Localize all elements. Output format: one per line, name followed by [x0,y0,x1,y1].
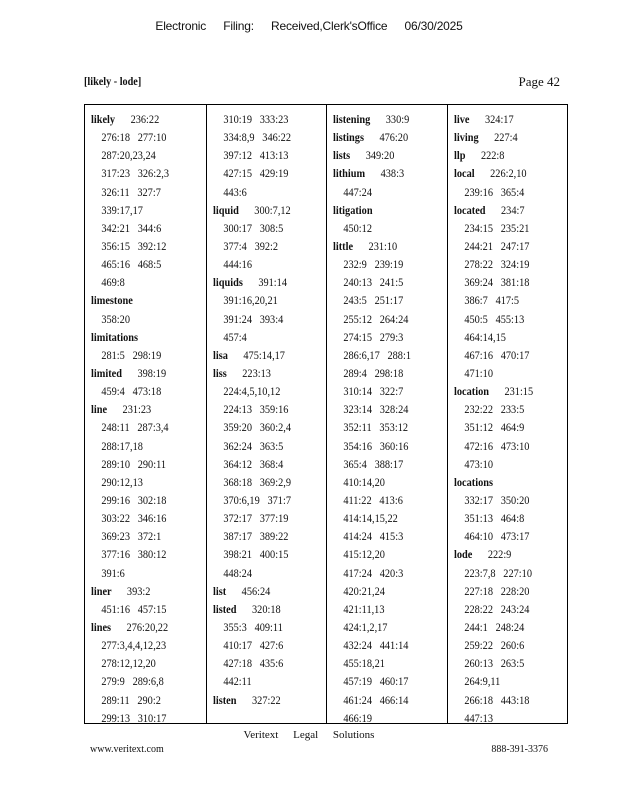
index-entry [333,128,431,146]
index-refs-line: 448:24 [222,565,252,580]
index-entry [333,110,431,128]
electronic-filing-stamp [0,19,618,33]
index-term: listening [333,112,371,126]
index-refs: 391:14 [257,275,287,290]
index-refs-line: 266:18 443:18 [463,692,529,707]
index-refs-line: 355:3 409:11 [222,619,283,634]
index-term: lithium [333,166,366,181]
index-refs-line: 240:13 241:5 [343,275,404,290]
footer-part: Solutions [332,729,375,741]
index-refs-line: 352:11 353:12 [343,420,409,435]
index-refs-line: 410:17 427:6 [222,638,283,653]
footer-part: Legal [293,729,319,741]
index-refs: 300:7,12 [253,202,291,217]
index-refs: 234:7 [500,202,525,217]
efile-part: Filing: [223,19,254,33]
index-refs-line: 417:24 420:3 [343,565,404,580]
index-entry [454,382,552,400]
index-refs: 227:4 [493,130,518,145]
index-refs-line: 369:23 372:1 [101,529,162,544]
index-refs-line: 457:4 [222,329,247,344]
index-entry [454,473,552,491]
index-refs-line: 427:18 435:6 [222,656,283,671]
index-refs-line: 232:9 239:19 [343,257,404,272]
index-refs-line: 224:4,5,10,12 [222,384,280,399]
word-index-table [84,104,568,724]
footer-phone: 888-391-3376 [491,744,548,755]
index-term: locations [453,474,493,489]
index-refs: 327:22 [251,692,281,707]
index-entry [213,691,311,709]
index-term: list [212,583,226,598]
index-column [447,105,568,723]
index-refs-line: 289:4 298:18 [343,365,404,380]
index-refs-line: 432:24 441:14 [343,638,409,653]
index-refs-line: 464:14,15 [463,329,506,344]
index-refs-line: 224:13 359:16 [222,402,288,417]
index-refs-line: 377:4 392:2 [222,238,278,253]
efile-part: 06/30/2025 [404,19,463,33]
index-entry [91,400,189,418]
index-refs-line: 370:6,19 371:7 [222,492,291,507]
index-term: lists [333,148,351,163]
index-refs-line: 372:17 377:19 [222,511,288,526]
index-refs: 393:2 [126,583,151,598]
index-refs-line: 398:21 400:15 [222,547,288,562]
index-refs-line: 303:22 346:16 [101,511,167,526]
index-refs: 476:20 [379,130,409,145]
index-refs-line: 368:18 369:2,9 [222,474,291,489]
index-refs-line: 424:1,2,17 [343,619,388,634]
index-refs-line: 427:15 429:19 [222,166,288,181]
index-term: liquid [212,202,239,217]
index-refs-line: 244:21 247:17 [463,238,529,253]
footer-company [0,729,618,741]
index-term: line [91,402,108,417]
index-column [206,105,327,723]
index-refs-line: 278:22 324:19 [463,257,529,272]
index-entry [213,364,311,382]
index-refs-line: 386:7 417:5 [463,293,519,308]
index-refs-line: 323:14 328:24 [343,402,409,417]
index-refs: 231:15 [503,384,533,399]
index-refs-line: 414:24 415:3 [343,529,404,544]
index-entry [454,146,552,164]
index-refs-line: 300:17 308:5 [222,220,283,235]
index-refs-line: 451:16 457:15 [101,601,167,616]
index-refs-line: 444:16 [222,257,252,272]
index-range: [likely - lode] [84,74,142,88]
index-refs: 324:17 [484,112,514,126]
index-refs-line: 466:19 [343,710,372,723]
index-refs-line: 227:18 228:20 [463,583,529,598]
index-term: liquids [212,275,243,290]
index-entry [454,201,552,219]
index-refs-line: 232:22 233:5 [463,402,524,417]
footer-part: Veritext [243,729,279,741]
index-refs-line: 342:21 344:6 [101,220,162,235]
index-refs-line: 248:11 287:3,4 [101,420,169,435]
index-entry [333,201,431,219]
index-refs: 222:9 [487,547,511,562]
index-refs-line: 364:12 368:4 [222,456,283,471]
index-column [85,105,206,723]
index-refs-line: 447:13 [463,710,493,723]
efile-part: Electronic [155,19,207,33]
index-term: limited [91,365,122,380]
index-refs-line: 277:3,4,4,12,23 [101,638,167,653]
index-entry [213,201,311,219]
index-entry [91,110,189,128]
index-term: listings [333,130,364,145]
index-refs: 349:20 [365,148,395,163]
index-term: listed [212,601,237,616]
index-refs-line: 457:19 460:17 [343,674,409,689]
index-refs: 320:18 [251,601,281,616]
index-refs: 438:3 [380,166,405,181]
index-refs-line: 278:12,12,20 [101,656,156,671]
index-term: little [333,238,354,253]
index-term: location [453,384,489,399]
index-term: local [453,166,475,181]
index-term: likely [91,112,116,126]
index-entry [333,164,431,182]
index-entry [454,110,552,128]
index-refs-line: 317:23 326:2,3 [101,166,169,181]
index-refs-line: 299:16 302:18 [101,492,167,507]
index-entry [213,273,311,291]
index-refs-line: 274:15 279:3 [343,329,404,344]
index-term: liner [91,583,112,598]
index-refs-line: 243:5 251:17 [343,293,404,308]
index-refs: 226:2,10 [489,166,527,181]
index-entry [333,237,431,255]
index-refs: 223:13 [241,365,271,380]
index-refs-line: 459:4 473:18 [101,384,162,399]
index-refs-line: 391:16,20,21 [222,293,278,308]
index-refs-line: 279:9 289:6,8 [101,674,164,689]
index-refs-line: 447:24 [343,184,372,199]
index-entry [91,582,189,600]
index-refs-line: 455:18,21 [343,656,385,671]
index-entry [213,600,311,618]
index-refs-line: 461:24 466:14 [343,692,409,707]
index-entry [91,618,189,636]
index-refs-line: 472:16 473:10 [463,438,529,453]
index-refs-line: 255:12 264:24 [343,311,409,326]
index-refs: 231:10 [368,238,398,253]
index-refs-line: 359:20 360:2,4 [222,420,291,435]
index-refs-line: 410:14,20 [343,474,385,489]
footer-website: www.veritext.com [90,744,164,755]
index-refs-line: 339:17,17 [101,202,143,217]
index-term: lisa [212,347,228,362]
index-refs-line: 465:16 468:5 [101,257,162,272]
index-refs-line: 276:18 277:10 [101,130,167,145]
efile-part: Received,Clerk'sOffice [271,19,388,33]
index-refs-line: 397:12 413:13 [222,148,288,163]
index-refs: 456:24 [241,583,270,598]
index-refs-line: 356:15 392:12 [101,238,167,253]
index-refs-line: 332:17 350:20 [463,492,529,507]
index-term: lode [453,547,472,562]
index-refs-line: 228:22 243:24 [463,601,529,616]
index-refs: 236:22 [130,112,160,126]
index-refs-line: 239:16 365:4 [463,184,524,199]
index-refs-line: 469:8 [101,275,125,290]
index-refs-line: 286:6,17 288:1 [343,347,411,362]
index-refs-line: 259:22 260:6 [463,638,524,653]
index-entry [213,346,311,364]
index-refs-line: 334:8,9 346:22 [222,130,291,145]
index-refs-line: 351:13 464:8 [463,511,524,526]
index-refs-line: 443:6 [222,184,247,199]
index-refs-line: 281:5 298:19 [101,347,162,362]
index-refs-line: 244:1 248:24 [463,619,524,634]
index-refs-line: 421:11,13 [343,601,385,616]
index-refs-line: 420:21,24 [343,583,385,598]
index-refs-line: 289:11 290:2 [101,692,161,707]
index-term: lines [91,619,112,634]
index-term: located [453,202,486,217]
index-refs-line: 223:7,8 227:10 [463,565,532,580]
index-refs-line: 289:10 290:11 [101,456,167,471]
index-term: limitations [91,329,139,344]
index-refs-line: 287:20,23,24 [101,148,156,163]
index-refs-line: 391:6 [101,565,125,580]
index-refs-line: 310:19 333:23 [222,112,288,126]
index-refs-line: 450:5 455:13 [463,311,524,326]
index-refs: 276:20,22 [126,619,169,634]
index-refs-line: 351:12 464:9 [463,420,524,435]
index-term: listen [212,692,237,707]
index-refs-line: 377:16 380:12 [101,547,167,562]
index-term: litigation [333,202,373,217]
index-refs-line: 354:16 360:16 [343,438,409,453]
index-refs-line: 411:22 413:6 [343,492,403,507]
index-refs-line: 414:14,15,22 [343,511,398,526]
index-refs: 398:19 [137,365,167,380]
index-refs-line: 234:15 235:21 [463,220,529,235]
index-refs-line: 365:4 388:17 [343,456,404,471]
index-refs-line: 442:11 [222,674,252,689]
index-refs: 330:9 [385,112,410,126]
page-number: Page 42 [518,74,560,89]
index-refs-line: 391:24 393:4 [222,311,283,326]
index-entry [333,146,431,164]
index-refs-line: 358:20 [101,311,130,326]
index-entry [213,582,311,600]
index-refs-line: 471:10 [463,365,493,380]
index-entry [91,364,189,382]
index-refs-line: 415:12,20 [343,547,385,562]
index-refs-line: 387:17 389:22 [222,529,288,544]
index-column [326,105,447,723]
index-term: live [453,112,469,126]
index-refs-line: 473:10 [463,456,493,471]
index-term: llp [453,148,465,163]
index-refs-line: 464:10 473:17 [463,529,529,544]
index-term: living [453,130,479,145]
index-entry [91,328,189,346]
index-refs-line: 290:12,13 [101,474,143,489]
index-refs-line: 299:13 310:17 [101,710,167,723]
index-refs-line: 467:16 470:17 [463,347,529,362]
index-refs-line: 264:9,11 [463,674,500,689]
index-refs: 475:14,17 [242,347,285,362]
index-refs-line: 310:14 322:7 [343,384,404,399]
index-term: limestone [91,293,133,308]
index-refs-line: 369:24 381:18 [463,275,529,290]
index-entry [454,545,552,563]
index-refs: 231:23 [122,402,152,417]
index-refs-line: 362:24 363:5 [222,438,283,453]
index-entry [91,291,189,309]
index-entry [454,128,552,146]
index-entry [454,164,552,182]
index-refs-line: 450:12 [343,220,372,235]
index-refs: 222:8 [480,148,504,163]
index-refs-line: 288:17,18 [101,438,143,453]
index-term: liss [212,365,227,380]
index-refs-line: 260:13 263:5 [463,656,524,671]
index-refs-line: 326:11 327:7 [101,184,161,199]
